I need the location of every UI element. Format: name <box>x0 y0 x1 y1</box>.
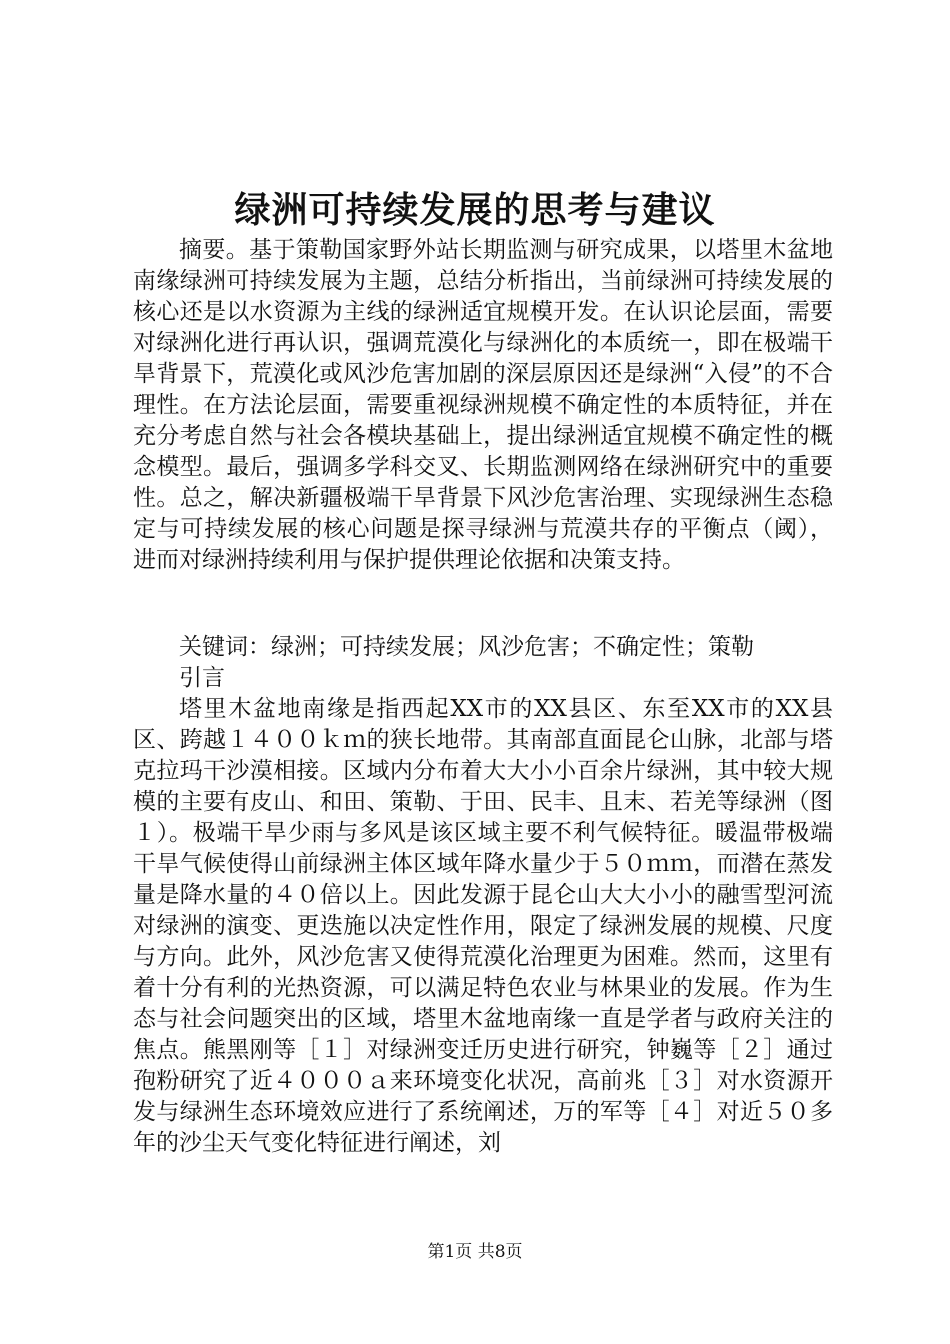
page-footer: 第1页 共8页 <box>427 1242 523 1262</box>
abstract-section <box>133 235 833 576</box>
keywords-line: 关键词：绿洲；可持续发展；风沙危害；不确定性；策勒 <box>179 634 754 660</box>
main-section <box>133 632 833 1159</box>
intro-heading: 引言 <box>179 665 225 691</box>
intro-paragraph: 塔里木盆地南缘是指西起XX市的XX县区、东至XX市的XX县区、跨越１４００ｋｍ的狭长地带。其南部直面昆仑山脉，北部与塔克拉玛干沙漠相接。区域内分布着大大小小百余片绿洲，其中较大规模的主要有皮山、和田、策勒、于田、民丰、且末、若羌等绿洲（图１）。极端干旱少雨与多风是该区域主要不利气候特征。暖温带极端干旱气候使得山前绿洲主体区域年降水量少于５０ｍｍ，而潜在蒸发量是降水量的４０倍以上。因此发源于昆仑山大大小小的融雪型河流对绿洲的演变、更迭施以决定性作用，限定了绿洲发展的规模、尺度与方向。此外，风沙危害又使得荒漠化治理更为困难。然而，这里有着十分有利的光热资源，可以满足特色农业与林果业的发展。作为生态与社会问题突出的区域，塔里木盆地南缘一直是学者与政府关注的焦点。熊黑刚等［１］对绿洲变迁历史进行研究，钟巍等［２］通过孢粉研究了近４０００ａ来环境变化状况，高前兆［３］对水资源开发与绿洲生态环境效应进行了系统阐述，万的军等［４］对近５０多年的沙尘天气变化特征进行阐述，刘 <box>133 696 833 1156</box>
document-title: 绿洲可持续发展的思考与建议 <box>234 189 716 231</box>
abstract-paragraph: 摘要。基于策勒国家野外站长期监测与研究成果，以塔里木盆地南缘绿洲可持续发展为主题，总结分析指出，当前绿洲可持续发展的核心还是以水资源为主线的绿洲适宜规模开发。在认识论层面，需要对绿洲化进行再认识，强调荒漠化与绿洲化的本质统一，即在极端干旱背景下，荒漠化或风沙危害加剧的深层原因还是绿洲“入侵”的不合理性。在方法论层面，需要重视绿洲规模不确定性的本质特征，并在充分考虑自然与社会各模块基础上，提出绿洲适宜规模不确定性的概念模型。最后，强调多学科交叉、长期监测网络在绿洲研究中的重要性。总之，解决新疆极端干旱背景下风沙危害治理、实现绿洲生态稳定与可持续发展的核心问题是探寻绿洲与荒漠共存的平衡点（阈），进而对绿洲持续利用与保护提供理论依据和决策支持。 <box>133 237 833 573</box>
